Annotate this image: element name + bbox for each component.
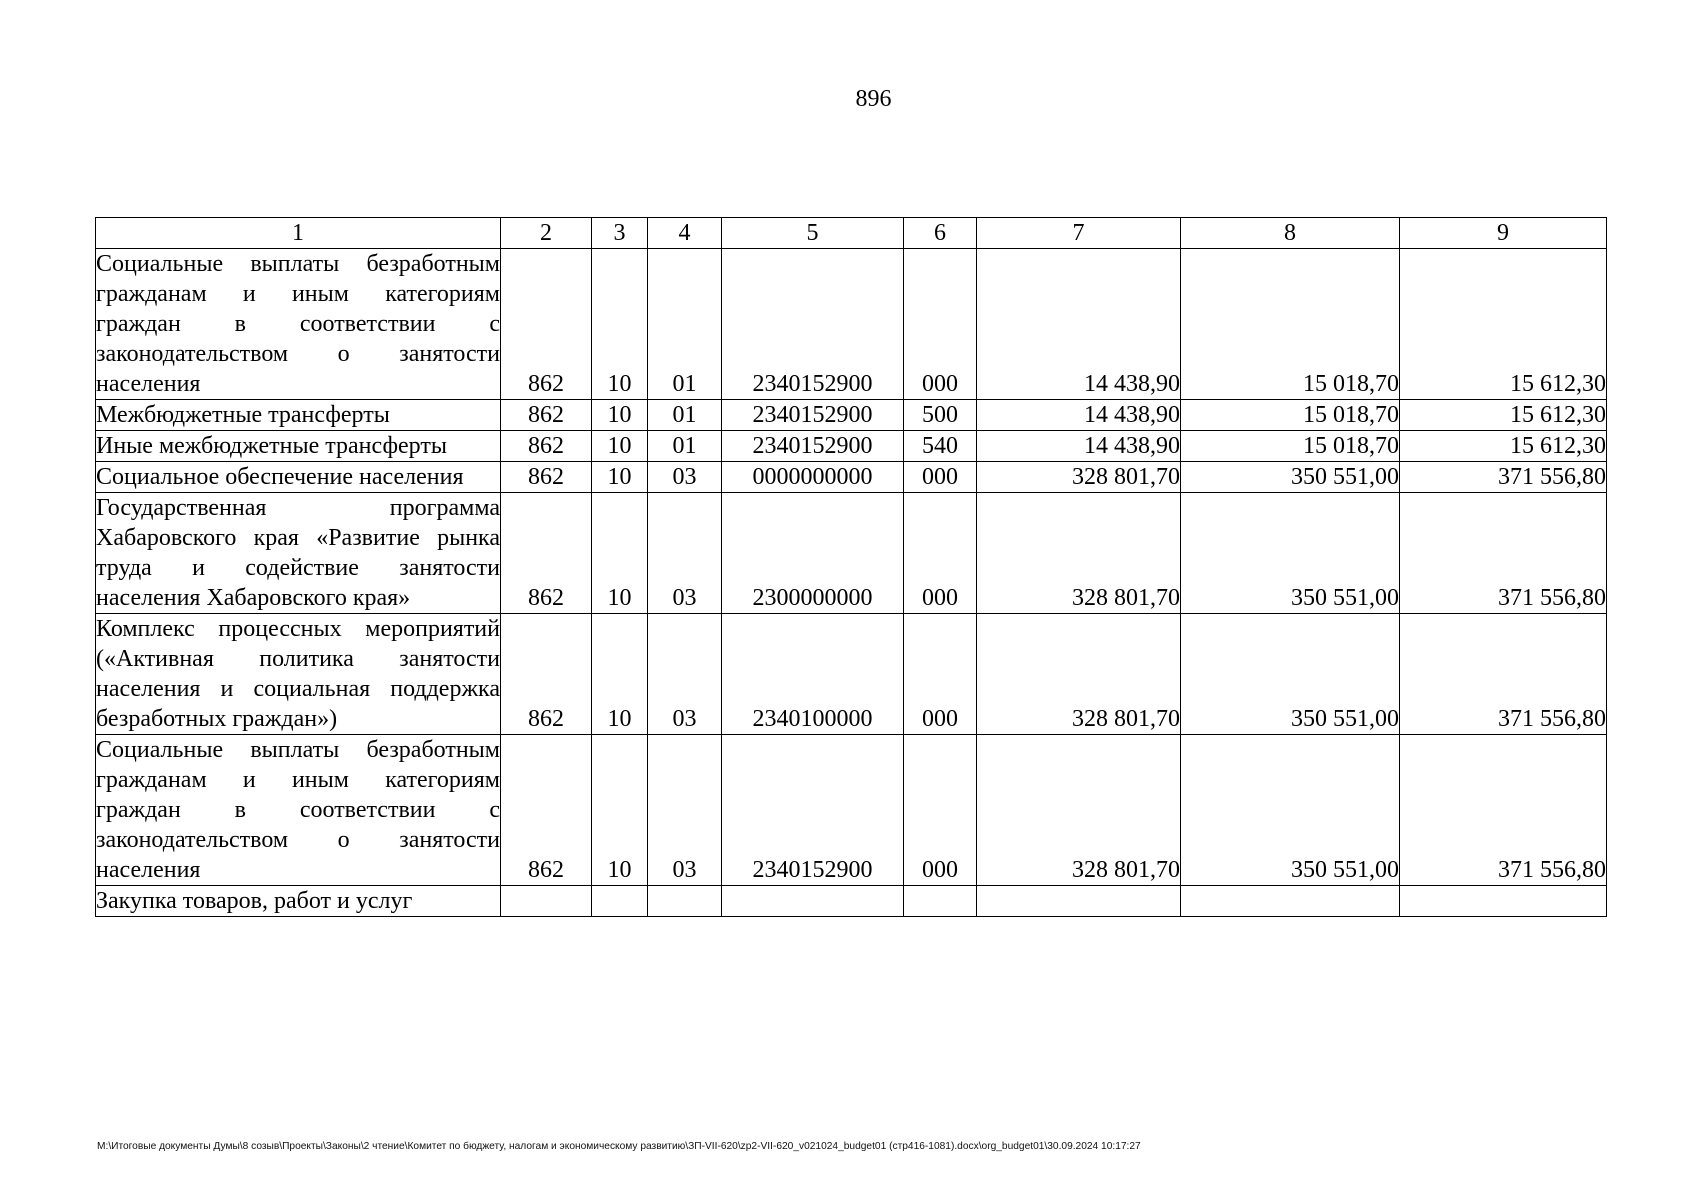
row-name: Государственная программа Хабаровского края «Развитие рынка труда и содействие занятости населения Хабаровского края» [96, 493, 501, 614]
table-row [96, 462, 1607, 493]
cell-amount-9: 15 612,30 [1400, 249, 1607, 400]
table-row [96, 400, 1607, 431]
cell-pr: 03 [648, 614, 722, 735]
cell-amount-8 [1181, 886, 1400, 917]
cell-amount-8: 350 551,00 [1181, 462, 1400, 493]
cell-rz: 10 [592, 462, 648, 493]
cell-amount-7: 14 438,90 [977, 249, 1181, 400]
cell-csr: 2300000000 [722, 493, 904, 614]
header-col-3: 3 [592, 218, 648, 249]
cell-csr [722, 886, 904, 917]
cell-rz: 10 [592, 249, 648, 400]
cell-amount-8: 15 018,70 [1181, 249, 1400, 400]
row-name: Социальные выплаты безработным гражданам и иным категориям граждан в соответствии с законодательством о занятости населения [96, 735, 501, 886]
row-name: Социальные выплаты безработным гражданам и иным категориям граждан в соответствии с законодательством о занятости населения [96, 249, 501, 400]
header-col-2: 2 [501, 218, 592, 249]
cell-vr: 000 [904, 462, 977, 493]
cell-amount-9 [1400, 886, 1607, 917]
cell-amount-7: 328 801,70 [977, 493, 1181, 614]
cell-rz: 10 [592, 431, 648, 462]
cell-amount-8: 15 018,70 [1181, 431, 1400, 462]
cell-rz: 10 [592, 735, 648, 886]
header-col-6: 6 [904, 218, 977, 249]
cell-pr: 01 [648, 249, 722, 400]
row-name: Социальное обеспечение населения [96, 462, 501, 493]
cell-ved: 862 [501, 462, 592, 493]
cell-vr: 540 [904, 431, 977, 462]
file-path-footer: M:\Итоговые документы Думы\8 созыв\Проекты\Законы\2 чтение\Комитет по бюджету, налогам и экономическому развитию\ЗП-VII-620\zp2-VII-620_v021024_budget01 (стр416-1081).docx\org_budget01\30.09.2024 10:17:27 [97, 1141, 1141, 1152]
table-row [96, 735, 1607, 886]
cell-csr: 0000000000 [722, 462, 904, 493]
row-name: Иные межбюджетные трансферты [96, 431, 501, 462]
cell-pr: 01 [648, 431, 722, 462]
cell-csr: 2340152900 [722, 249, 904, 400]
cell-amount-7: 328 801,70 [977, 462, 1181, 493]
cell-csr: 2340100000 [722, 614, 904, 735]
header-col-7: 7 [977, 218, 1181, 249]
row-name: Межбюджетные трансферты [96, 400, 501, 431]
table-row [96, 249, 1607, 400]
cell-amount-8: 350 551,00 [1181, 735, 1400, 886]
cell-pr [648, 886, 722, 917]
cell-ved: 862 [501, 400, 592, 431]
cell-vr [904, 886, 977, 917]
cell-pr: 03 [648, 735, 722, 886]
cell-csr: 2340152900 [722, 400, 904, 431]
cell-ved: 862 [501, 735, 592, 886]
cell-amount-7: 328 801,70 [977, 735, 1181, 886]
table-row [96, 431, 1607, 462]
budget-table [95, 217, 1607, 917]
cell-pr: 01 [648, 400, 722, 431]
row-name: Комплекс процессных мероприятий («Активная политика занятости населения и социальная поддержка безработных граждан») [96, 614, 501, 735]
cell-csr: 2340152900 [722, 431, 904, 462]
cell-rz: 10 [592, 400, 648, 431]
cell-csr: 2340152900 [722, 735, 904, 886]
cell-rz: 10 [592, 614, 648, 735]
cell-ved [501, 886, 592, 917]
cell-amount-9: 371 556,80 [1400, 614, 1607, 735]
header-col-8: 8 [1181, 218, 1400, 249]
cell-amount-9: 15 612,30 [1400, 400, 1607, 431]
cell-amount-9: 15 612,30 [1400, 431, 1607, 462]
header-row [96, 218, 1607, 249]
cell-amount-9: 371 556,80 [1400, 462, 1607, 493]
row-name: Закупка товаров, работ и услуг [96, 886, 501, 917]
header-col-5: 5 [722, 218, 904, 249]
table-row [96, 886, 1607, 917]
header-col-9: 9 [1400, 218, 1607, 249]
cell-ved: 862 [501, 493, 592, 614]
cell-ved: 862 [501, 431, 592, 462]
cell-vr: 000 [904, 614, 977, 735]
cell-vr: 000 [904, 249, 977, 400]
cell-rz: 10 [592, 493, 648, 614]
cell-vr: 000 [904, 735, 977, 886]
cell-rz [592, 886, 648, 917]
cell-amount-9: 371 556,80 [1400, 493, 1607, 614]
cell-amount-8: 350 551,00 [1181, 493, 1400, 614]
cell-vr: 000 [904, 493, 977, 614]
table-row [96, 614, 1607, 735]
cell-pr: 03 [648, 462, 722, 493]
page-number: 896 [855, 86, 892, 112]
cell-amount-7: 14 438,90 [977, 400, 1181, 431]
cell-amount-7 [977, 886, 1181, 917]
header-col-1: 1 [96, 218, 501, 249]
cell-amount-7: 328 801,70 [977, 614, 1181, 735]
cell-amount-8: 350 551,00 [1181, 614, 1400, 735]
cell-ved: 862 [501, 249, 592, 400]
cell-amount-9: 371 556,80 [1400, 735, 1607, 886]
cell-pr: 03 [648, 493, 722, 614]
cell-amount-8: 15 018,70 [1181, 400, 1400, 431]
cell-vr: 500 [904, 400, 977, 431]
table-row [96, 493, 1607, 614]
header-col-4: 4 [648, 218, 722, 249]
cell-amount-7: 14 438,90 [977, 431, 1181, 462]
cell-ved: 862 [501, 614, 592, 735]
